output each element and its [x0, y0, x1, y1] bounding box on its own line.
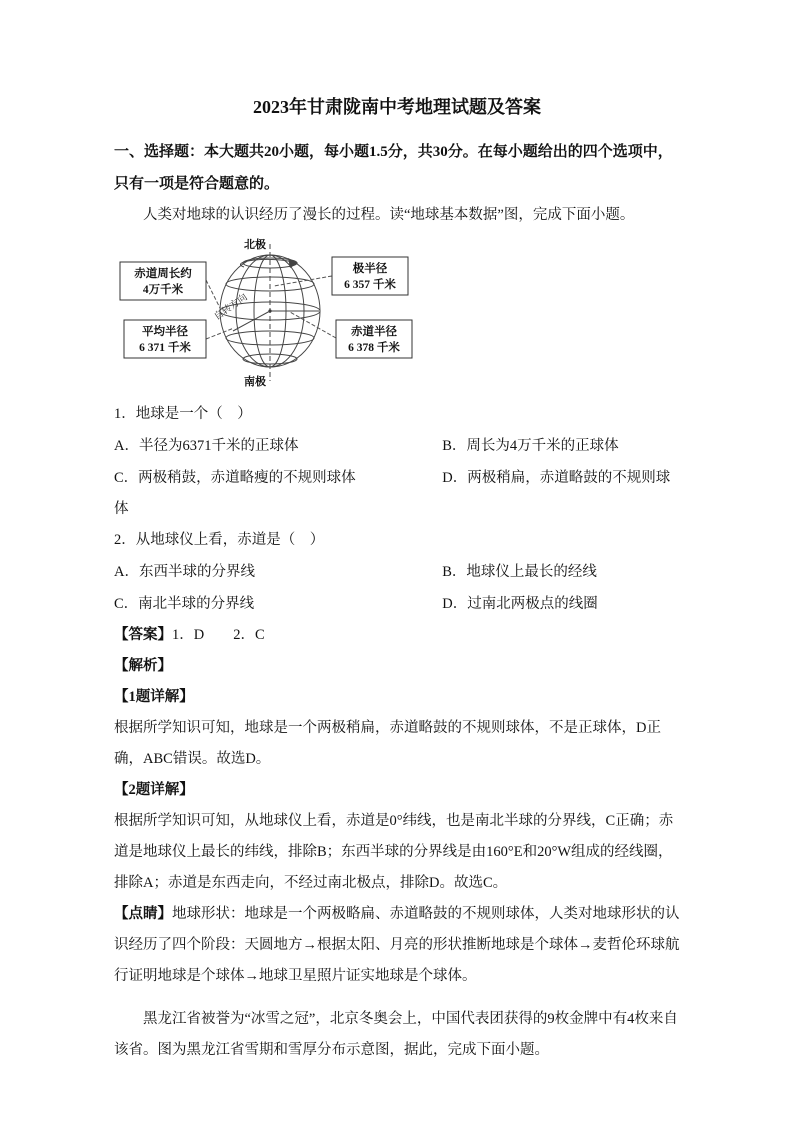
- equator-circumference-value: 4万千米: [142, 284, 184, 296]
- mean-radius-label: 平均半径: [142, 326, 188, 338]
- earth-diagram: [114, 236, 680, 393]
- equator-radius-value: 6 378 千米: [348, 342, 400, 354]
- answer-line: [114, 620, 680, 651]
- tip-label: 【点睛】: [114, 906, 172, 922]
- polar-radius-label: 极半径: [352, 263, 388, 275]
- mean-radius-line: [233, 311, 270, 331]
- question-2-stem: 2．从地球仪上看，赤道是（ ）: [114, 532, 325, 548]
- option-1b: B．周长为4万千米的正球体: [442, 438, 619, 454]
- detail-1-text: 根据所学知识可知，地球是一个两极稍扁，赤道略鼓的不规则球体，不是正球体，D正确，ABC错误。故选D。: [114, 720, 661, 767]
- rotation-direction-label: 自转方向: [212, 292, 250, 323]
- option-2b: B．地球仪上最长的经线: [442, 564, 597, 580]
- question-1-stem: 1．地球是一个（ ）: [114, 406, 252, 422]
- option-2d: D．过南北两极点的线圈: [442, 596, 598, 612]
- detail-2-text: 根据所学知识可知，从地球仪上看，赤道是0°纬线，也是南北半球的分界线，C正确；赤道是地球仪上最长的纬线，排除B；东西半球的分界线是由160°E和20°W组成的经线圈，排除A；赤道是东西走向，不经过南北极点，排除D。故选C。: [114, 813, 674, 891]
- question-2-options-row-2: [114, 588, 680, 620]
- answer-text: 1．D 2．C: [172, 627, 265, 643]
- document-title: 2023年甘肃陇南中考地理试题及答案: [253, 97, 541, 117]
- next-section-intro: 黑龙江省被誉为“冰雪之冠”，北京冬奥会上，中国代表团获得的9枚金牌中有4枚来自该省。图为黑龙江省雪期和雪厚分布示意图，据此，完成下面小题。: [114, 1011, 678, 1058]
- equator-radius-label: 赤道半径: [351, 326, 397, 338]
- tip-paragraph: [114, 899, 680, 992]
- tip-text: 地球形状：地球是一个两极略扁、赤道略鼓的不规则球体，人类对地球形状的认识经历了四个阶段：天圆地方→根据太阳、月亮的形状推断地球是个球体→麦哲伦环球航行证明地球是个球体→地球卫星照片证实地球是个球体。: [114, 906, 680, 984]
- option-1d: D．两极稍扁，赤道略鼓的不规则球: [442, 470, 671, 486]
- mean-radius-value: 6 371 千米: [139, 342, 191, 354]
- section-heading: 一、选择题：本大题共20小题，每小题1.5分，共30分。在每小题给出的四个选项中，只有一项是符合题意的。: [114, 144, 673, 192]
- question-1-option-d-wrap: 体: [114, 501, 129, 517]
- intro-paragraph: 人类对地球的认识经历了漫长的过程。读“地球基本数据”图，完成下面小题。: [143, 207, 635, 223]
- option-2a: A．东西半球的分界线: [114, 564, 255, 580]
- answer-label: 【答案】: [114, 627, 172, 643]
- question-1-options-row-2: [114, 462, 680, 494]
- option-1a: A．半径为6371千米的正球体: [114, 438, 299, 454]
- south-pole-label: 南极: [244, 376, 266, 388]
- polar-radius-value: 6 357 千米: [344, 279, 396, 291]
- analysis-label: 【解析】: [114, 658, 172, 674]
- question-1-options-row-1: [114, 430, 680, 462]
- earth-figure-svg: [114, 236, 426, 388]
- detail-1-label: 【1题详解】: [114, 689, 194, 705]
- data-box-labels: [134, 261, 400, 354]
- option-2c: C．南北半球的分界线: [114, 596, 255, 612]
- detail-2-label: 【2题详解】: [114, 782, 194, 798]
- option-1c: C．两极稍鼓，赤道略瘦的不规则球体: [114, 470, 356, 486]
- question-2-options-row-1: [114, 556, 680, 588]
- north-pole-label: 北极: [244, 239, 266, 251]
- equator-circumference-label: 赤道周长约: [134, 268, 192, 280]
